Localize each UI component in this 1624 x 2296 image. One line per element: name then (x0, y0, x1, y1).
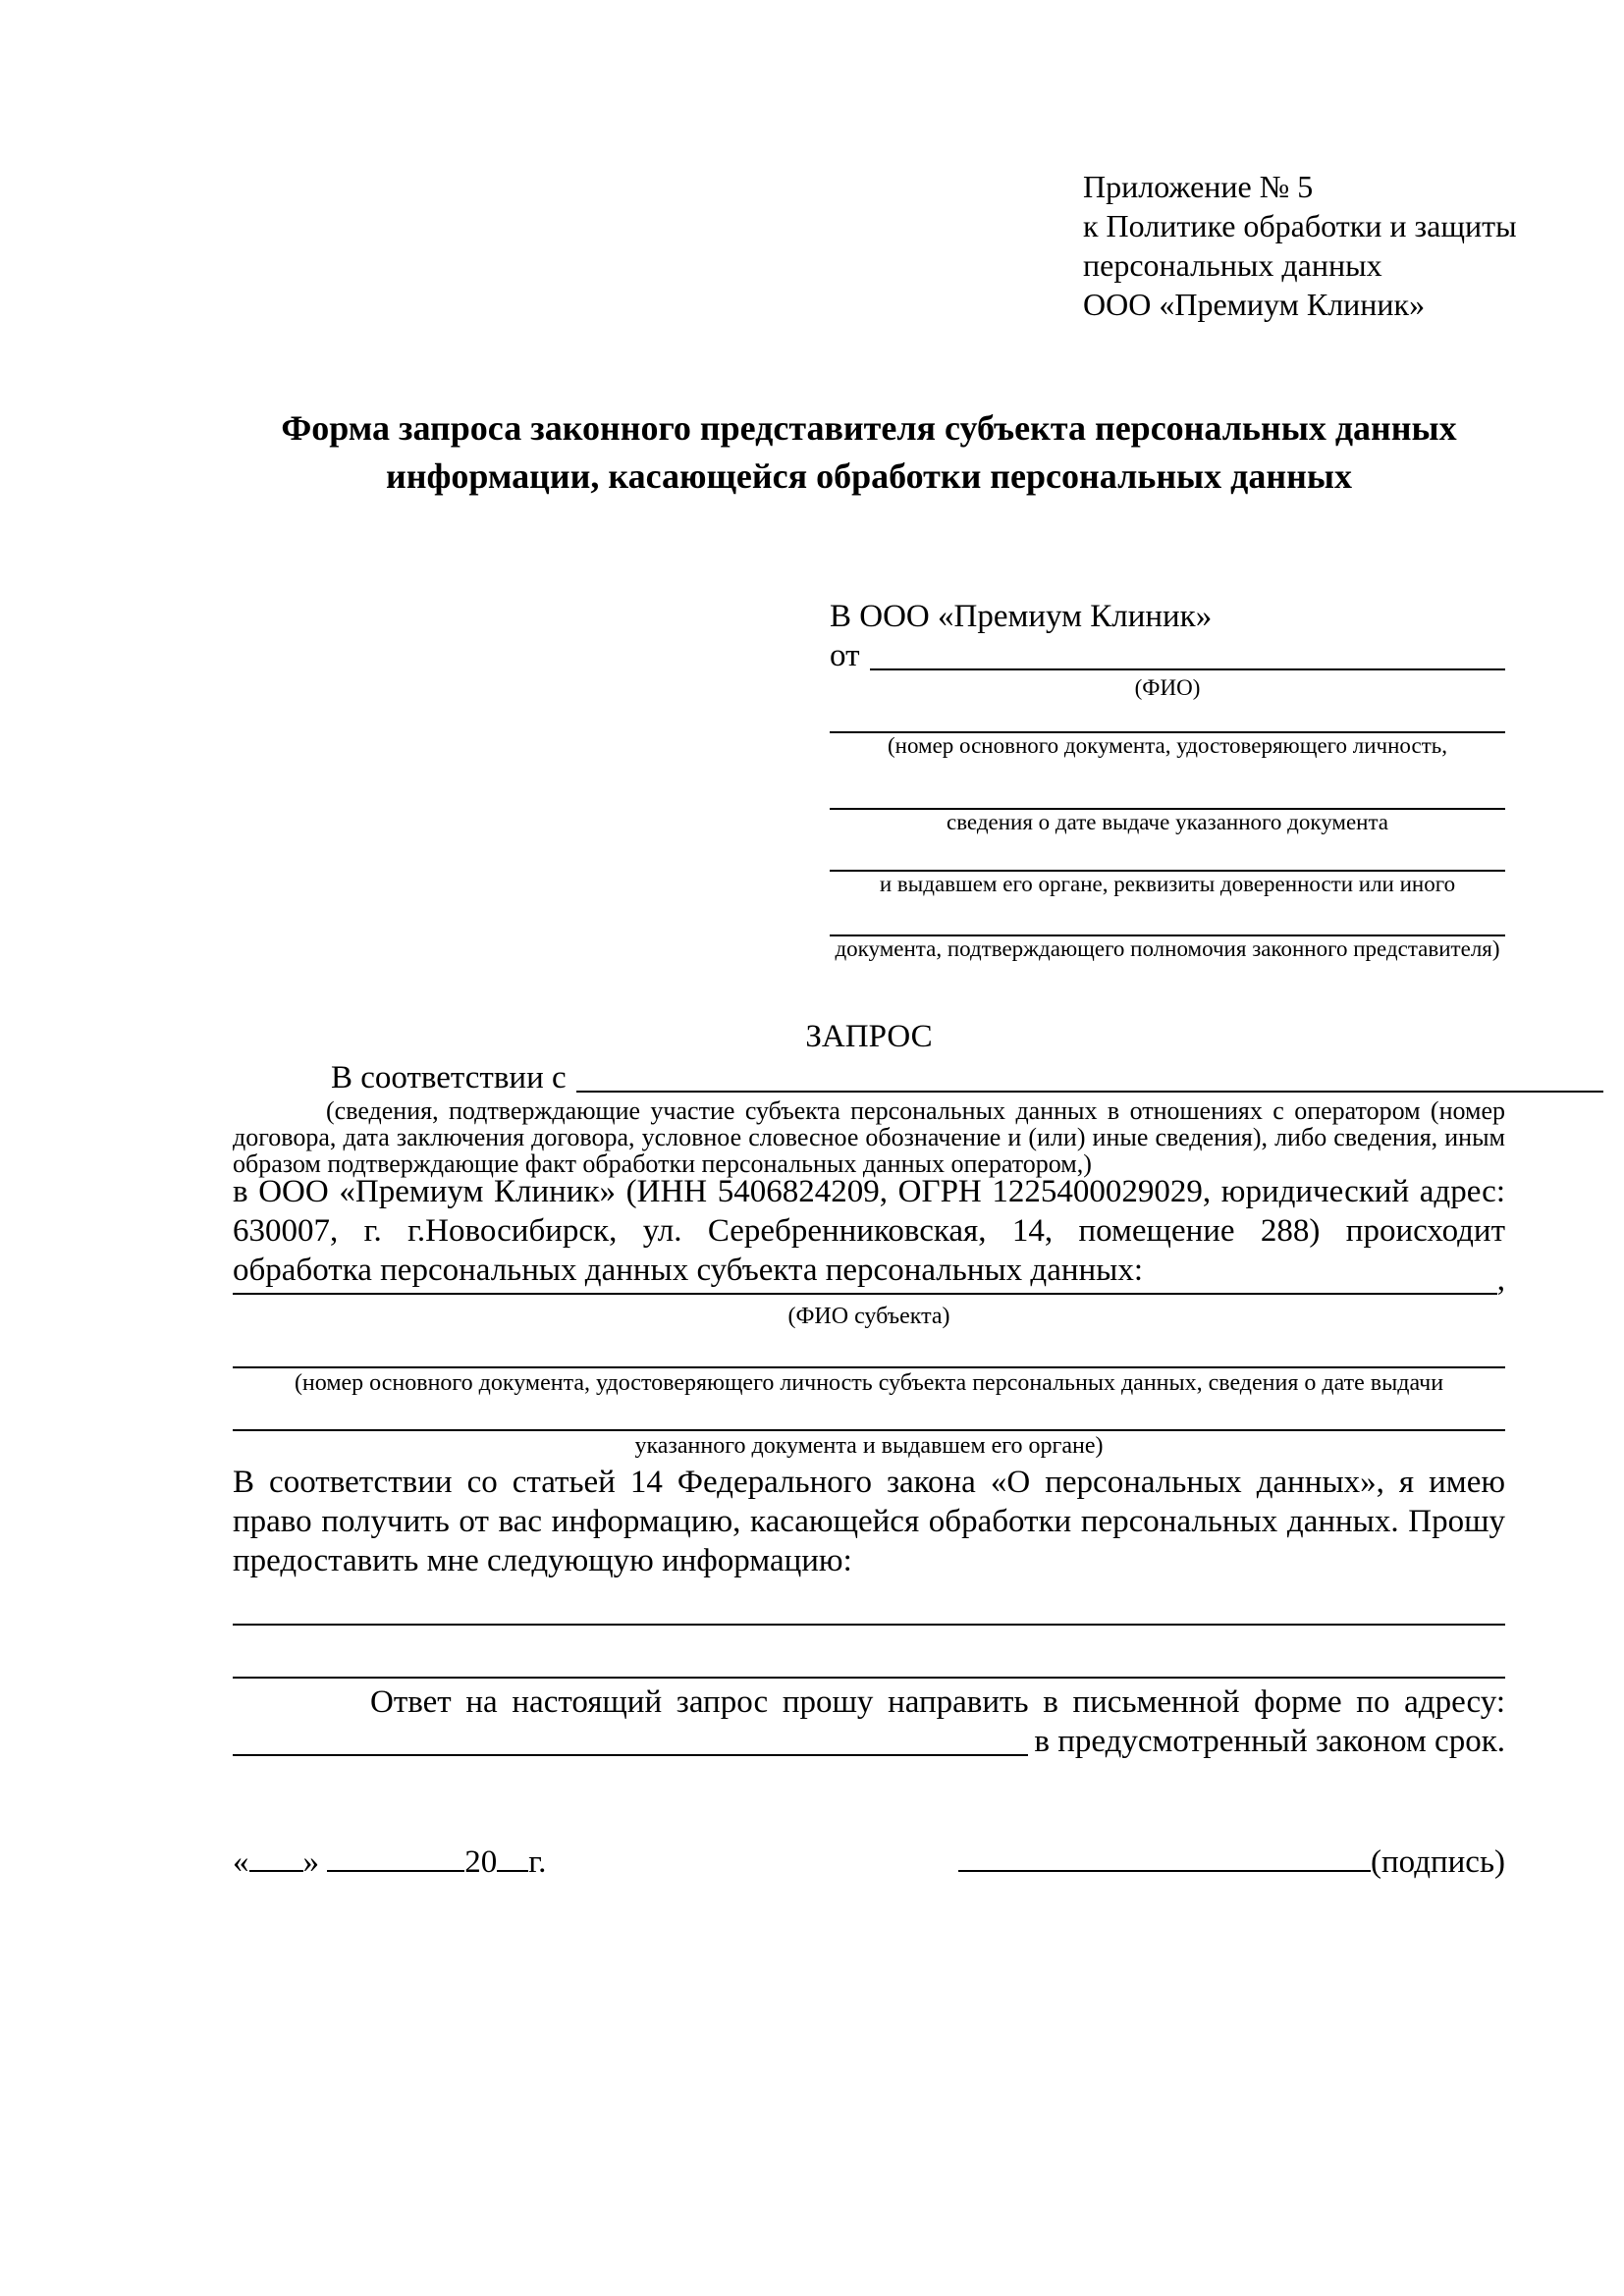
annex-line: Приложение № 5 (1083, 169, 1314, 204)
subject-doc-caption: (номер основного документа, удостоверяющего личность субъекта персональных данных, сведения о дате выдачи (294, 1370, 1444, 1396)
request-heading: ЗАПРОС (805, 1019, 933, 1054)
basis-blank-field (576, 1058, 1603, 1093)
subject-doc-blank-field-2 (233, 1392, 1505, 1431)
addressee-from-line (830, 636, 1505, 675)
line-comma: , (1496, 1262, 1505, 1298)
intro-line (233, 1058, 1603, 1097)
signature-blank-field (958, 1840, 1371, 1872)
addressee-block (830, 597, 1505, 962)
subject-fio-line (233, 1260, 1505, 1300)
annex-line: персональных данных (1083, 247, 1382, 283)
law-paragraph: В соответствии со статьей 14 Федерального закона «О персональных данных», я имею право получить от вас информацию, касающейся обработки персональных данных. Прошу предоставить мне следующую информацию: (233, 1465, 1505, 1578)
page-title-line: информации, касающейся обработки персональных данных (386, 456, 1352, 496)
fio-caption: (ФИО) (1134, 675, 1201, 700)
reply-tail: в предусмотренный законом срок. (1034, 1724, 1505, 1759)
quote-close: » (302, 1844, 319, 1880)
info-blank-field-1 (233, 1584, 1505, 1626)
subject-fio-blank-field (233, 1260, 1497, 1295)
day-blank-field (249, 1840, 303, 1872)
date-line (233, 1840, 546, 1881)
doc-authority-blank-field (830, 845, 1505, 872)
year-prefix: 20 (464, 1844, 498, 1880)
blank-caption: и выдавшем его органе, реквизиты доверенности или иного (879, 872, 1456, 896)
operator-paragraph: в ООО «Премиум Клиник» (ИНН 5406824209, ОГРН 1225400029029, юридический адрес: 630007, г. г.Новосибирск, ул. Серебренниковская, 14, помещение 288) происходит обработка персональных данных субъекта персональных данных: (233, 1174, 1505, 1288)
signature-line (958, 1840, 1505, 1881)
date-signature-row (233, 1840, 1505, 1881)
year-blank-field (497, 1840, 528, 1872)
intro-label: В соответствии с (331, 1060, 567, 1095)
doc-power-blank-field (830, 909, 1505, 936)
intro-caption: (сведения, подтверждающие участие субъекта персональных данных в отношениях с оператором (номер договора, дата заключения договора, условное словесное обозначение и (или) иные сведения), либо сведения, иным образом подтверждающие факт обработки персональных данных оператором,) (233, 1096, 1505, 1178)
blank-caption: сведения о дате выдаче указанного документа (946, 810, 1389, 834)
page-title (233, 404, 1505, 501)
subject-fio-caption: (ФИО субъекта) (787, 1304, 950, 1329)
doc-issue-date-blank-field (830, 776, 1505, 810)
fio-blank-field (870, 636, 1506, 670)
annex-block (1083, 167, 1517, 324)
addressee-to: В ООО «Премиум Клиник» (830, 599, 1213, 634)
year-suffix: г. (528, 1844, 547, 1880)
reply-address-line (233, 1722, 1505, 1761)
month-blank-field (327, 1840, 464, 1872)
page-title-line: Форма запроса законного представителя субъекта персональных данных (281, 408, 1457, 448)
annex-line: к Политике обработки и защиты (1083, 208, 1517, 243)
reply-address-blank-field (233, 1722, 1028, 1756)
from-label: от (830, 638, 860, 673)
annex-line: ООО «Премиум Клиник» (1083, 287, 1426, 322)
blank-caption: (номер основного документа, удостоверяющего личность, (887, 733, 1447, 758)
signature-caption: (подпись) (1371, 1844, 1505, 1880)
doc-number-blank-field (830, 701, 1505, 733)
info-blank-field-2 (233, 1637, 1505, 1679)
subject-doc-blank-field (233, 1327, 1505, 1368)
subject-doc-caption-2: указанного документа и выдавшем его органе) (634, 1433, 1104, 1459)
blank-caption: документа, подтверждающего полномочия законного представителя) (835, 936, 1500, 961)
quote-open: « (233, 1844, 249, 1880)
reply-intro-line: Ответ на настоящий запрос прошу направить в письменной форме по адресу: (370, 1684, 1505, 1720)
